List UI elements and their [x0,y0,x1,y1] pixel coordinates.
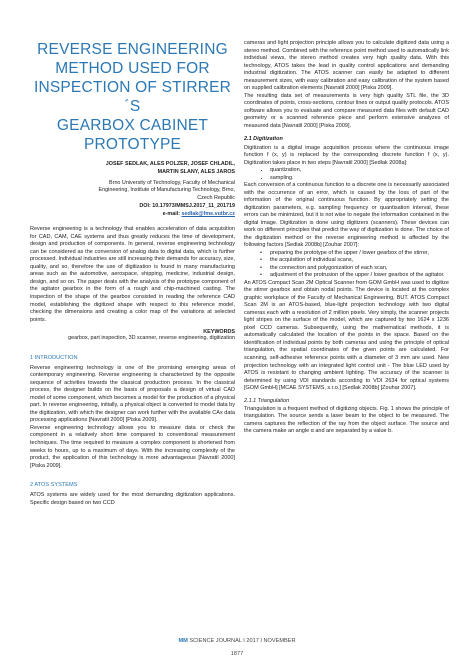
email-link[interactable]: sedlak@fme.vutbr.cz [181,210,235,217]
authors-line: JOSEF SEDLAK, ALES POLZER, JOSEF CHLADIL, [105,161,235,167]
affiliation-line: Engineering, Institute of Manufacturing Technology, Brno, [98,187,235,194]
triangulation-paragraph: Triangulation is a frequent method of digitizing objects. Fig. 1 shows the principle of triangulation. The source sends a laser beam to the object to be measured. The camera captures the reflection of the ray from the object surface. The source and the camera make an angle α and are separated by a value b. [244,405,449,435]
list-item: • the connection and polygonization of each scan, [270,265,449,272]
journal-footer [0,638,474,644]
abstract: Reverse engineering is a technology that enables acceleration of data acquisition for CAD, CAM, CAE systems and thus greatly reduces the time of development, design and production of components. In general, reverse engineering technology can be considered as the conversion of analog data to digital data, which is further processed. Individual industries are still increasing their demands for accuracy, size, quality, and so, therefore the use of digitization is found in many manufacturing areas such as the automotive, aerospace, shipping, medicine, industrial design, design, and so on. The paper deals with the analysis of the prototype component of the agitator gearbox in the form of a rough and chip-machined casting. The inspection of the shape of the gearbox consisted in reading the reference CAD model, establishing the digitized shape with respect to this reference model, checking the dimensions and creating a color map of the variations at selected points. [30,226,235,323]
title-line: METHOD USED FOR [55,60,210,77]
section-heading-introduction: 1 INTRODUCTION [30,354,78,361]
affiliation [30,180,235,202]
atos-paragraph: cameras and light projection principle allows you to calculate digitized data using a stereo method. Combined with the reference point method used to automatically link individual views, the stereo method creates very high quality data. With this technology, ATOS takes the lead in quality control applications and demanding industrial digitization. The ATOS scanner can easily be adapted to different measurement sizes, with easy calibration and easy calibration of the system based on supplied calibration elements [Navratil 2000] [Piska 2009]. [244,40,449,92]
intro-paragraph: Reverse engineering technology is one of the promising emerging areas of contemporary engineering. Reverse engineering is characterized by the opposite sequence of activities towards the classical production process. In the classical process, the designer builds on the basis of proposals a design of virtual CAD model of some component, which becomes a model for the production of a physical part. In reverse engineering, initially, a physical object is converted to model data by the digitization, with which the designer can work further with the available CAx data processing applications [Navratil 2000] [Piska 2009]. [30,364,235,424]
list-item: • quantization, [270,167,449,174]
list-item: • sampling. [270,175,449,182]
keywords-heading: KEYWORDS [203,329,235,336]
title-line: PROTOTYPE [83,136,182,153]
digitization-paragraph: Digitization is a digital image acquisition process where the continuous image function f (x, y) is replaced by the corresponding discrete function f (x, y). Digitization takes place in two steps [Navratil 2000] [Sedlak 2008a]: [244,144,449,166]
email-label: e-mail: [162,210,182,217]
journal-brand: MM [178,638,188,644]
list-item: • adjustment of the protrusion of the upper / lower gearbox of the agitator. [270,272,449,279]
digitization-paragraph: An ATOS Compact Scan 2M Optical Scanner from GOM GmbH was used to digitize the stirrer gearbox and obtain nodal points. The device is located at the complex graphic workplace of the Faculty of Mechanical Engineering, BUT. ATOS Compact Scan 2M is an ATOS-based, blue-light projection technology with two digital cameras each with a resolution of 2 million pixels. Very simply, the scanner projects light stripes on the surface of the model, which are captured by two 1624 x 1236 pixel CCD cameras. Subsequently, using the mathematical methods, it is automatically calculated the location of the points in the space. Based on the identification of individual points by both cameras and using the principle of optical triangulation, the spatial coordinates of the given points are calculated. For scanning, self-adhesive reference points with a diameter of 3 mm are used. New projection technology with an integrated light control unit - The blue LED used by ATOS is resistant to changing ambient lighting. The accuracy of the scanner is determined by using VDI standards according to VDI 2634 for optical systems [GOM GmbH] [MCAE SYSTEMS, s.r.o.] [Sedlak 2008b] [Zouhar 2007]. [244,279,449,392]
keywords: gearbox, part inspection, 3D scanner, reverse engineering, digitization [68,335,235,342]
list-item: • preparing the prototype of the upper / lower gearbox of the stirrer, [270,250,449,257]
title-line: INSPECTION OF STIRRER´S [33,79,232,115]
paper-title [30,40,235,154]
digitization-paragraph: Each conversion of a continuous function to a discrete one is necessarily associated with the occurrence of an error, which is caused by the loss of part of the information of the original continuous function. By appropriately setting the digitization parameters, e.g. sampling frequency or quantisation interval, these errors can be minimized, but it is not wise to negate the information contained in the digital image. Digitization is done using digitizers (scanners). These devices can work on different principles that predict the way of digitization is done. The choice of the digitization method or the reverse engineering method is affected by the following factors [Sedlak 2008b] [Zouhar 2007]: [244,182,449,249]
atos-paragraph: The resulting data set of measurements is very high quality STL file, the 3D coordinates of points, cross-sections, contour lines or output quality protocols. ATOS software allows you to evaluate and compare measured data files with default CAD geometry or a scanned reference piece and perform extensive analyzes of measured data [Navratil 2000] [Piska 2009]. [244,92,449,130]
right-column [244,40,449,436]
title-line: REVERSE ENGINEERING [37,41,228,58]
factors-list [244,250,449,280]
journal-issue: SCIENCE JOURNAL I 2017 I NOVEMBER [187,638,296,644]
page-number: 1877 [230,651,244,657]
subsection-heading-digitization: 2.1 Digitization [244,135,283,142]
subsection-heading-triangulation: 2.1.1 Triangulation [244,397,290,404]
authors-line: MARTIN SLANY, ALES JAROS [157,169,235,175]
affiliation-line: Czech Republic [197,194,235,201]
intro-paragraph: Reverse engineering technology allows you to measure data or check the component in a relatively short time compared to conventional measurement techniques. The time required to measure a complex component is shortened from weeks to hours, up to a maximum of days. With the increasing complexity of the product, the application of this technology is more advantageous [Navratil 2000] [Piska 2009]. [30,424,235,469]
authors [30,160,235,176]
digitization-steps-list [244,167,449,182]
email-line [30,211,235,218]
doi: DOI: 10.17973/MMSJ.2017_11_201719 [139,203,235,210]
section-heading-atos: 2 ATOS SYSTEMS [30,482,78,489]
list-item: • the acquisition of individual scans, [270,257,449,264]
affiliation-line: Brno University of Technology, Faculty of Mechanical [109,180,235,186]
atos-paragraph: ATOS systems are widely used for the most demanding digitization applications. Specific design based on two CCD [30,492,235,506]
left-column [30,40,235,507]
title-line: GEARBOX CABINET [56,117,209,134]
